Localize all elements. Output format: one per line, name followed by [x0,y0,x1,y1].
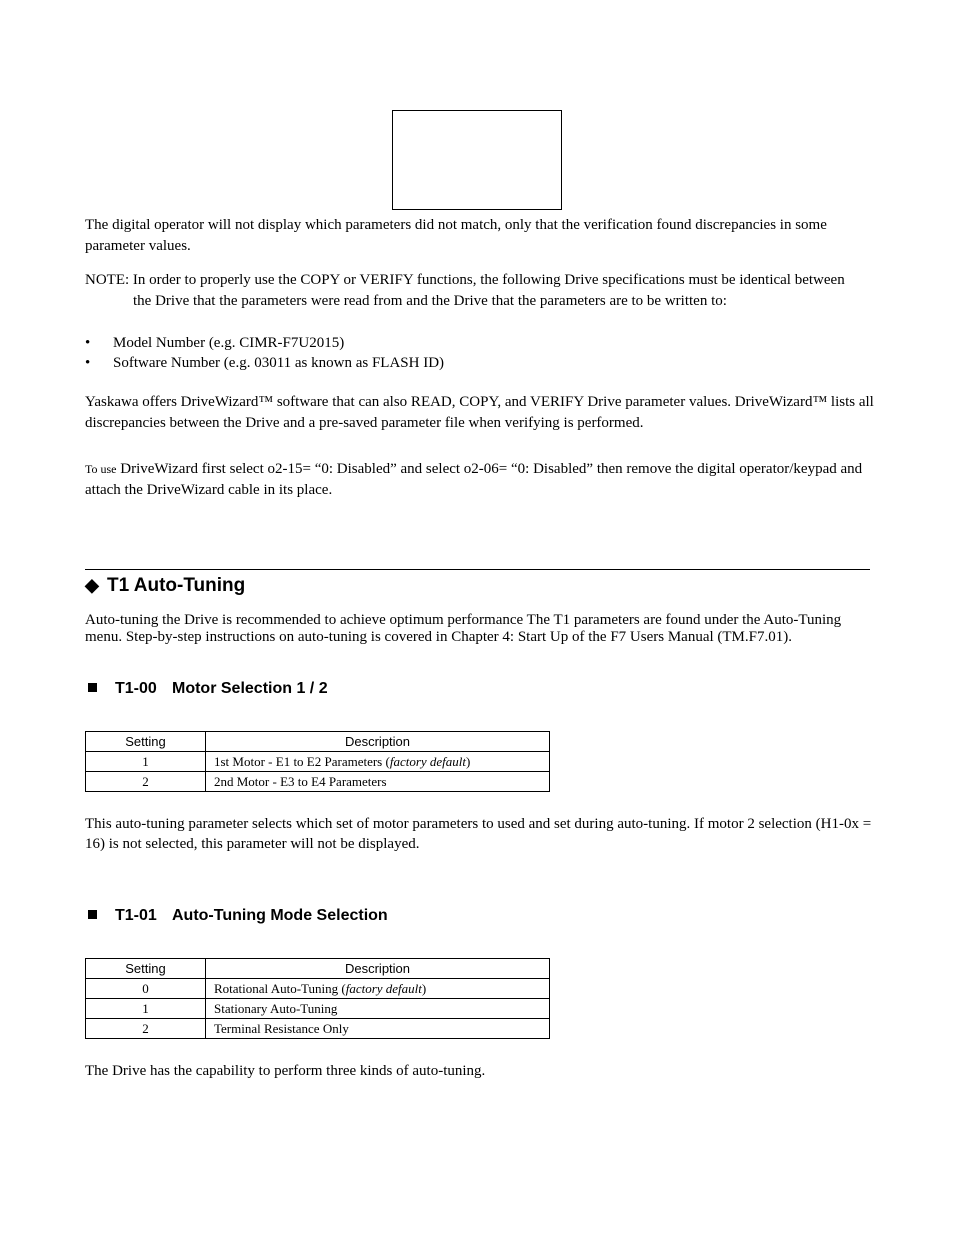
table-row [86,772,550,792]
diamond-icon: ◆ [85,575,99,595]
column-header: Setting [86,959,206,979]
description-cell: 2nd Motor - E3 to E4 Parameters [206,772,550,792]
setting-cell: 0 [86,979,206,999]
setting-cell: 2 [86,772,206,792]
t1-01-heading: T1-01 Auto-Tuning Mode Selection [85,906,388,926]
t1-00-description: This auto-tuning parameter selects which set of motor parameters to used and set during auto-tuning. If motor 2 selection (H1-0x = 16) is not selected, this parameter will not be displayed. [85,816,872,852]
verify-note-paragraph: The digital operator will not display which parameters did not match, only that the verification found discrepancies in some parameter values. [85,217,827,254]
section-intro: Auto-tuning the Drive is recommended to achieve optimum performance The T1 parameters are found under the Auto-Tuning menu. Step-by-step instructions on auto-tuning is covered in Chapter 4: Start Up of the F7 Users Manual (TM.F7.01). [85,612,842,645]
bullet-icon: • [85,355,91,371]
note-line-2: the Drive that the parameters were read from and the Drive that the parameters are to be written to: [133,293,727,309]
square-bullet-icon [88,683,97,692]
list-item: • Software Number (e.g. 03011 as known as FLASH ID) [85,355,445,371]
table-header-row [86,732,550,752]
table-row [86,999,550,1019]
section-divider [85,569,870,570]
column-header: Setting [86,732,206,752]
t1-01-table [85,958,550,1039]
description-cell: Terminal Resistance Only [206,1019,550,1039]
operator-display-box [392,110,562,210]
note-line-1: NOTE: In order to properly use the COPY or VERIFY functions, the following Drive specifications must be identical between [85,272,845,288]
setting-cell: 2 [86,1019,206,1039]
column-header: Description [206,959,550,979]
drivewizard-paragraph: Yaskawa offers DriveWizard™ software that can also READ, COPY, and VERIFY Drive parameter values. DriveWizard™ lists all discrepancies between the Drive and a pre-saved parameter file when verifying is performed. [85,394,874,431]
table-row [86,752,550,772]
list-item: • Model Number (e.g. CIMR-F7U2015) [85,335,345,351]
note-paragraph [85,270,875,312]
spec-bullet-list [85,333,444,373]
bullet-icon: • [85,335,91,351]
column-header: Description [206,732,550,752]
t1-01-description: The Drive has the capability to perform three kinds of auto-tuning. [85,1063,486,1079]
table-row [86,1019,550,1039]
t1-00-heading: T1-00 Motor Selection 1 / 2 [85,679,328,699]
setting-cell: 1 [86,752,206,772]
t1-00-table [85,731,550,792]
square-bullet-icon [88,910,97,919]
to-use-paragraph: To use DriveWizard first select o2-15= “0: Disabled” and select o2-06= “0: Disabled” then remove the digital operator/keypad and attach the DriveWizard cable in its place. [85,461,863,498]
description-cell: Rotational Auto-Tuning (factory default) [206,979,550,999]
table-header-row [86,959,550,979]
description-cell: 1st Motor - E1 to E2 Parameters (factory default) [206,752,550,772]
section-title: ◆ T1 Auto-Tuning [85,575,246,596]
setting-cell: 1 [86,999,206,1019]
table-row [86,979,550,999]
description-cell: Stationary Auto-Tuning [206,999,550,1019]
